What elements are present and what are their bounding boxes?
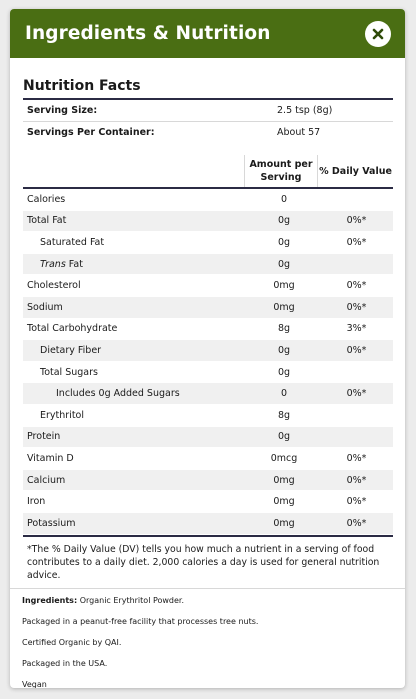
nutrient-daily-value xyxy=(320,189,393,210)
nutrient-amount: 0g xyxy=(248,340,320,362)
nutrient-name: Vitamin D xyxy=(23,448,248,470)
nutrient-name: Dietary Fiber xyxy=(23,340,248,362)
nutrition-facts-title: Nutrition Facts xyxy=(23,78,393,100)
nutrient-daily-value: 0%* xyxy=(320,512,393,534)
nutrient-name: Total Carbohydrate xyxy=(23,318,248,340)
nutrient-row xyxy=(23,253,393,275)
nutrient-amount: 8g xyxy=(248,318,320,340)
info-line: Vegan xyxy=(22,679,47,688)
nutrient-daily-value: 0%* xyxy=(320,340,393,362)
nutrient-column-header xyxy=(23,155,245,188)
nutrient-row xyxy=(23,491,393,513)
nutrient-amount: 0g xyxy=(248,232,320,254)
nutrient-name: Total Fat xyxy=(23,210,248,232)
nutrient-daily-value xyxy=(320,361,393,383)
nutrient-amount: 0mcg xyxy=(248,448,320,470)
nutrient-name: Cholesterol xyxy=(23,275,248,297)
nutrient-row xyxy=(23,275,393,297)
nutrient-name-italic: Trans xyxy=(40,258,66,270)
nutrient-row xyxy=(23,361,393,383)
nutrient-daily-value: 0%* xyxy=(320,210,393,232)
daily-value-column-header: % Daily Value xyxy=(318,155,394,188)
nutrient-amount: 0g xyxy=(248,361,320,383)
nutrient-name: Calcium xyxy=(23,469,248,491)
nutrient-amount: 0g xyxy=(248,253,320,275)
ingredients-label: Ingredients: xyxy=(22,595,78,605)
nutrient-amount: 0mg xyxy=(248,469,320,491)
nutrient-daily-value: 0%* xyxy=(320,275,393,297)
nutrient-daily-value: 0%* xyxy=(320,383,393,405)
nutrient-daily-value: 3%* xyxy=(320,318,393,340)
nutrient-row xyxy=(23,512,393,534)
nutrient-row xyxy=(23,296,393,318)
nutrient-amount: 0g xyxy=(248,426,320,448)
serving-size-value: 2.5 tsp (8g) xyxy=(272,100,393,122)
nutrient-row xyxy=(23,318,393,340)
nutrient-table-header xyxy=(23,155,393,189)
nutrient-name: Sodium xyxy=(23,296,248,318)
nutrient-table xyxy=(23,189,393,535)
nutrient-name-rest: Fat xyxy=(65,258,83,270)
nutrient-row xyxy=(23,210,393,232)
nutrient-daily-value: 0%* xyxy=(320,469,393,491)
nutrient-amount: 0 xyxy=(248,189,320,210)
close-icon xyxy=(372,28,384,40)
nutrient-daily-value: 0%* xyxy=(320,448,393,470)
nutrient-amount: 0mg xyxy=(248,275,320,297)
nutrition-facts-panel xyxy=(10,78,405,588)
nutrient-daily-value xyxy=(320,404,393,426)
info-line: Packaged in a peanut-free facility that processes tree nuts. xyxy=(22,616,259,626)
serving-size-row xyxy=(23,100,393,122)
nutrient-daily-value xyxy=(320,426,393,448)
close-button[interactable] xyxy=(365,21,391,47)
amount-column-header: Amount per Serving xyxy=(245,155,318,188)
nutrient-row xyxy=(23,232,393,254)
nutrient-amount: 0mg xyxy=(248,296,320,318)
product-info xyxy=(10,588,405,689)
nutrient-name: Calories xyxy=(23,189,248,210)
modal-title: Ingredients & Nutrition xyxy=(25,23,271,44)
serving-table xyxy=(23,100,393,143)
nutrient-name: Iron xyxy=(23,491,248,513)
nutrient-row xyxy=(23,340,393,362)
nutrient-daily-value: 0%* xyxy=(320,232,393,254)
nutrient-row xyxy=(23,448,393,470)
nutrient-row xyxy=(23,469,393,491)
nutrient-daily-value: 0%* xyxy=(320,491,393,513)
nutrient-name: Potassium xyxy=(23,512,248,534)
nutrient-amount: 0 xyxy=(248,383,320,405)
nutrient-name: Includes 0g Added Sugars xyxy=(23,383,248,405)
servings-per-container-value: About 57 xyxy=(277,127,321,138)
nutrient-daily-value: 0%* xyxy=(320,296,393,318)
ingredients-line xyxy=(22,596,393,605)
nutrient-name: Erythritol xyxy=(23,404,248,426)
nutrient-name: Saturated Fat xyxy=(23,232,248,254)
nutrient-amount: 0mg xyxy=(248,512,320,534)
nutrient-daily-value xyxy=(320,253,393,275)
nutrient-name xyxy=(23,253,248,275)
info-line: Packaged in the USA. xyxy=(22,658,108,668)
nutrient-name: Protein xyxy=(23,426,248,448)
info-line: Certified Organic by QAI. xyxy=(22,637,122,647)
ingredients-value: Organic Erythritol Powder. xyxy=(77,595,185,605)
nutrient-amount: 0mg xyxy=(248,491,320,513)
servings-per-container-label: Servings Per Container: xyxy=(27,127,155,138)
serving-size-label: Serving Size: xyxy=(23,100,272,122)
nutrient-name: Total Sugars xyxy=(23,361,248,383)
nutrient-row xyxy=(23,404,393,426)
nutrient-amount: 8g xyxy=(248,404,320,426)
nutrient-row xyxy=(23,426,393,448)
modal-header xyxy=(10,9,405,58)
nutrition-modal xyxy=(10,9,405,688)
nutrient-row xyxy=(23,383,393,405)
nutrient-amount: 0g xyxy=(248,210,320,232)
servings-per-container-row xyxy=(23,122,393,144)
daily-value-footnote: *The % Daily Value (DV) tells you how much a nutrient in a serving of food contributes to a daily diet. 2,000 calories a day is used for general nutrition advice. xyxy=(23,535,393,588)
nutrient-row xyxy=(23,189,393,210)
